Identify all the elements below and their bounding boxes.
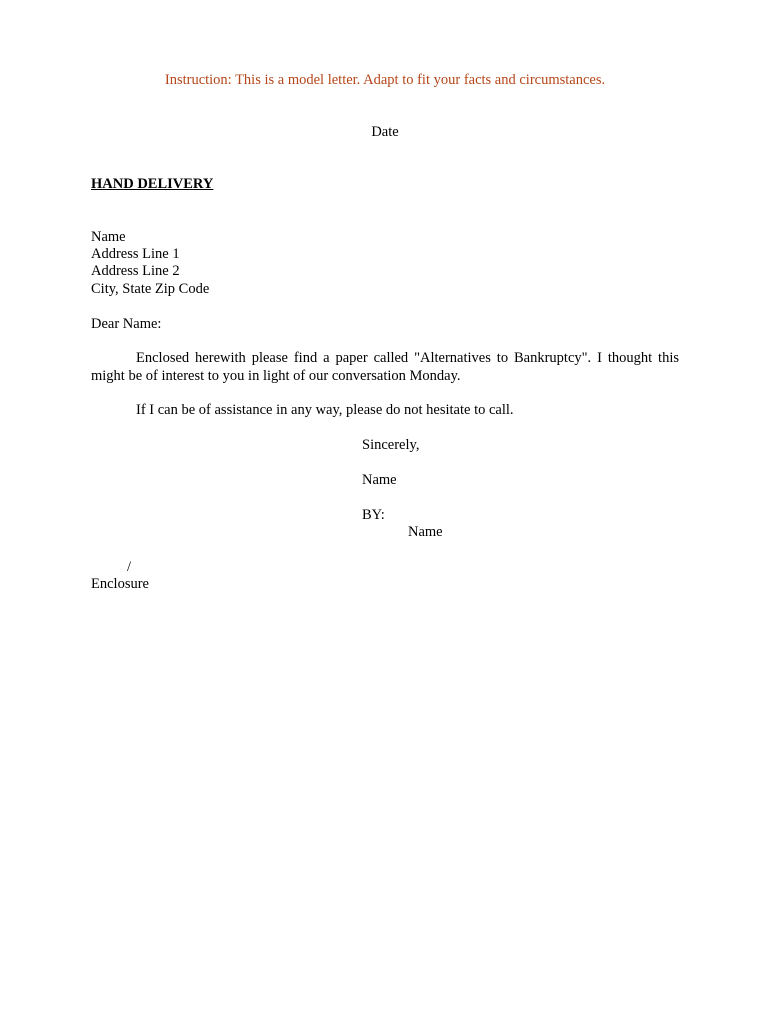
instruction-note: Instruction: This is a model letter. Adapt to fit your facts and circumstances. — [164, 72, 606, 88]
closing: Sincerely, — [362, 437, 420, 453]
signer-name: Name — [408, 524, 443, 540]
sender-name: Name — [362, 472, 397, 488]
recipient-address-line-1: Address Line 1 — [91, 246, 180, 262]
delivery-heading: HAND DELIVERY — [91, 176, 214, 192]
recipient-name: Name — [91, 229, 126, 245]
initials-slash: / — [127, 559, 132, 575]
by-label: BY: — [362, 507, 385, 523]
recipient-address-line-2: Address Line 2 — [91, 263, 180, 279]
body-paragraph-2: If I can be of assistance in any way, please do not hesitate to call. — [136, 402, 514, 418]
letter-date: Date — [371, 124, 399, 140]
salutation: Dear Name: — [91, 316, 162, 332]
enclosure-note: Enclosure — [91, 576, 149, 592]
body-paragraph-1: Enclosed herewith please find a paper called "Alternatives to Bankruptcy". I thought this might be of interest to you in light of our conversation Monday. — [91, 350, 679, 384]
recipient-city-state-zip: City, State Zip Code — [91, 281, 210, 297]
